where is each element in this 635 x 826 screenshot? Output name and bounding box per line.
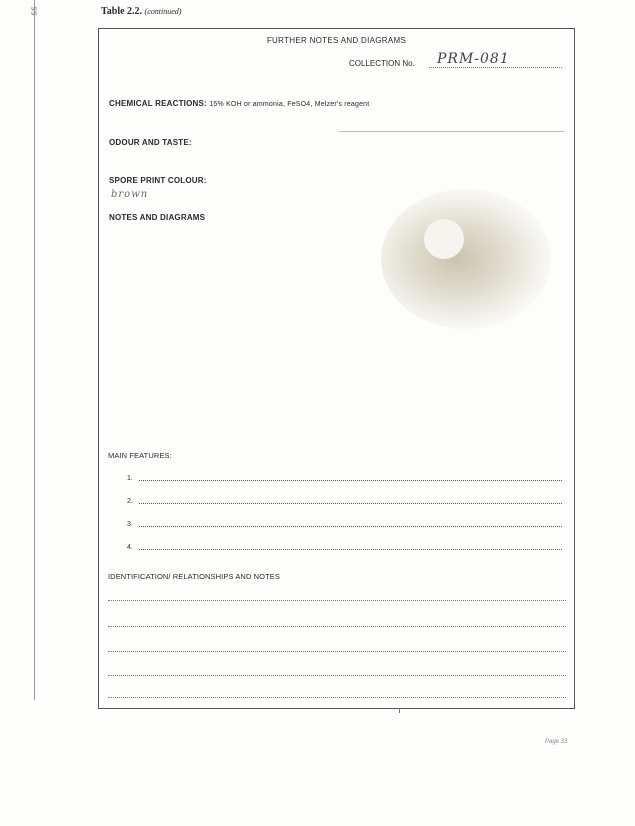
feature-number-4: 4. [127, 544, 133, 551]
page-number: Page 33 [545, 739, 568, 745]
frame-tick [399, 708, 400, 713]
notes-label: NOTES AND DIAGRAMS [109, 213, 206, 222]
feature-line-3[interactable] [139, 526, 562, 527]
identification-line[interactable] [108, 675, 566, 676]
feature-line-2[interactable] [139, 503, 562, 504]
spore-print-stain [381, 189, 551, 329]
spore-label: SPORE PRINT COLOUR: [109, 176, 207, 185]
identification-line[interactable] [108, 600, 566, 601]
collection-value[interactable]: PRM-081 [437, 51, 510, 67]
caption-label: Table 2.2. [101, 6, 143, 17]
table-caption [101, 6, 181, 17]
identification-line[interactable] [108, 651, 566, 652]
chemical-line [339, 131, 564, 132]
collection-line [429, 67, 562, 68]
identification-line[interactable] [108, 626, 566, 627]
binder-mark: ss [29, 6, 40, 16]
feature-line-1[interactable] [139, 480, 562, 481]
caption-qualifier: (continued) [144, 7, 182, 16]
chemical-reactions [109, 99, 369, 108]
feature-number-1: 1. [127, 475, 133, 482]
feature-number-3: 3. [127, 521, 133, 528]
spore-value[interactable]: brown [111, 189, 149, 200]
main-features-label: MAIN FEATURES: [108, 451, 172, 460]
identification-line[interactable] [108, 697, 566, 698]
identification-label: IDENTIFICATION/ RELATIONSHIPS AND NOTES [108, 572, 280, 581]
chemical-label: CHEMICAL REACTIONS: [109, 99, 207, 108]
feature-number-2: 2. [127, 498, 133, 505]
odour-label: ODOUR AND TASTE: [109, 138, 192, 147]
form-title: FURTHER NOTES AND DIAGRAMS [266, 36, 407, 45]
form-frame [98, 28, 575, 709]
binder-line [34, 0, 35, 700]
feature-line-4[interactable] [139, 549, 562, 550]
chemical-detail: 15% KOH or ammonia, FeSO4, Melzer's reagent [209, 101, 370, 108]
collection-label: COLLECTION No. [349, 59, 415, 68]
spore-print-center [424, 219, 464, 259]
